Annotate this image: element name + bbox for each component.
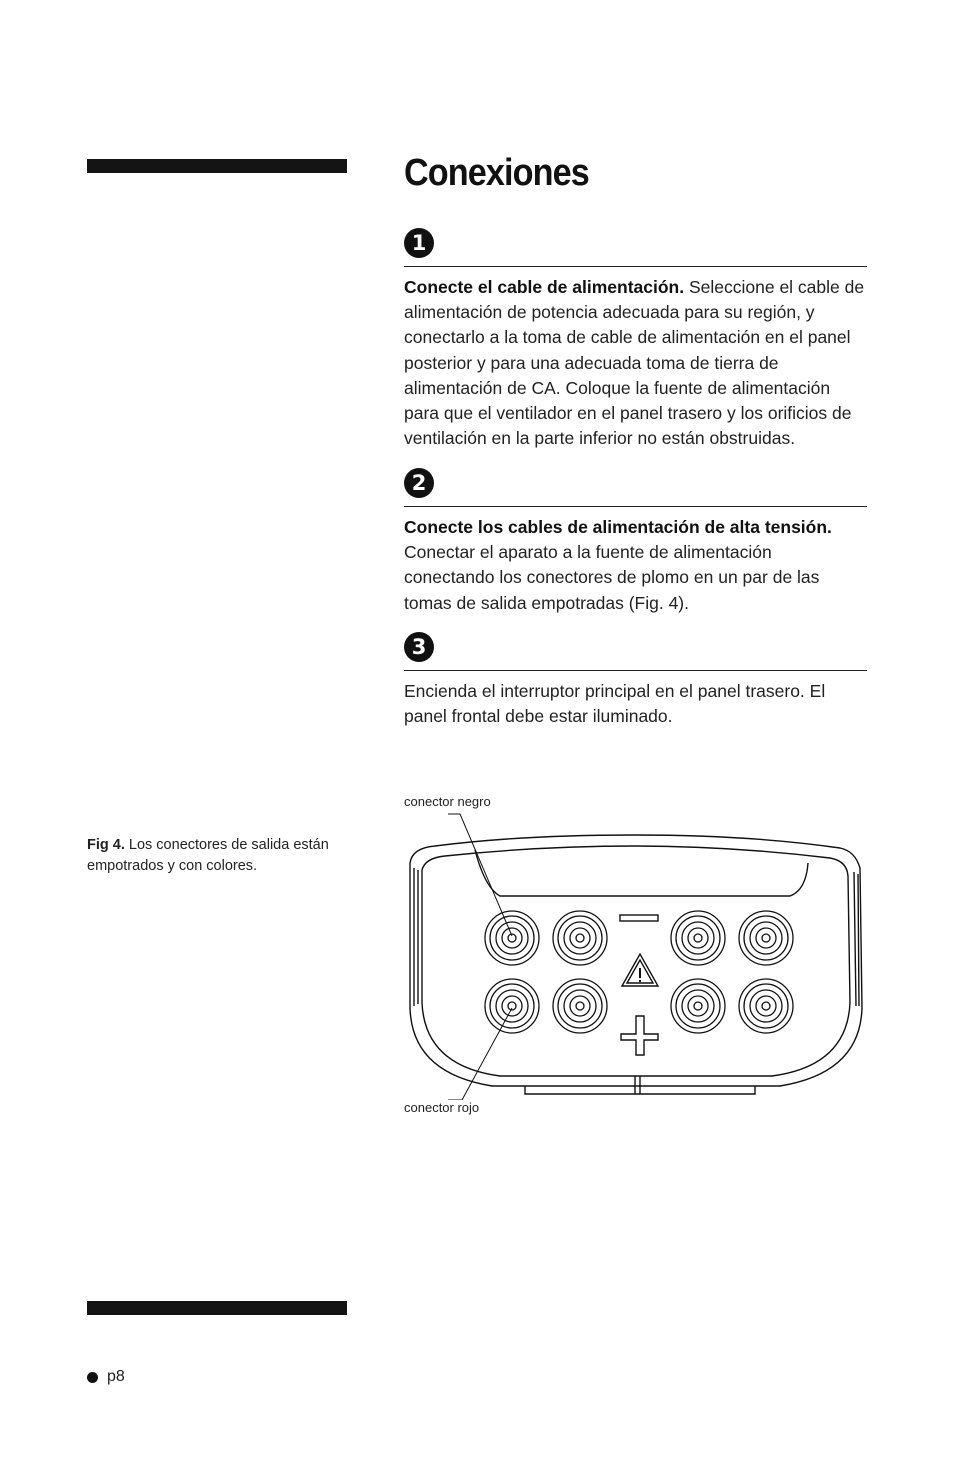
figure-caption [87, 835, 337, 877]
step-number-badge: 1 [404, 228, 434, 258]
step-heading: Conecte el cable de alimentación. [404, 277, 685, 297]
step-body: Encienda el interruptor principal en el panel trasero. El panel frontal debe estar iluminado. [404, 681, 826, 727]
bottom-rule-bar [87, 1301, 347, 1315]
step-1 [404, 228, 867, 451]
step-text [404, 275, 867, 451]
plus-symbol [621, 1016, 658, 1055]
connector-panel-drawing [400, 808, 872, 1100]
socket [553, 979, 607, 1033]
socket [671, 979, 725, 1033]
divider [404, 670, 867, 671]
minus-symbol [620, 915, 658, 921]
socket [485, 979, 539, 1033]
step-3 [404, 632, 867, 729]
page-title: Conexiones [404, 152, 589, 194]
divider [404, 506, 867, 507]
divider [404, 266, 867, 267]
housing-notch [635, 1076, 640, 1094]
step-text [404, 679, 867, 729]
housing-edge-right [854, 872, 859, 1006]
display-window [475, 850, 808, 896]
step-body: Seleccione el cable de alimentación de potencia adecuada para su región, y conectarlo a la toma de cable de alimentación en el panel posterior y para una adecuada toma de tierra de alimentación de CA. Coloque la fuente de alimentación para que el ventilador en el panel trasero y los orificios de ventilación en la parte inferior no están obstruidas. [404, 277, 865, 449]
label-black-connector: conector negro [404, 794, 491, 809]
socket [739, 911, 793, 965]
socket [485, 911, 539, 965]
label-red-connector: conector rojo [404, 1100, 480, 1115]
socket [553, 911, 607, 965]
page-footer [87, 1368, 125, 1386]
step-text [404, 515, 867, 616]
top-rule-bar [87, 159, 347, 173]
page-number: p8 [107, 1368, 125, 1385]
bullet-icon [87, 1372, 98, 1383]
step-2 [404, 468, 867, 616]
figure-caption-text: Los conectores de salida están empotrados y con colores. [87, 837, 329, 874]
socket [671, 911, 725, 965]
step-heading: Conecte los cables de alimentación de alta tensión. [404, 517, 832, 537]
housing-edge-left [414, 868, 418, 1006]
step-body: Conectar el aparato a la fuente de alimentación conectando los conectores de plomo en un par de las tomas de salida empotradas (Fig. 4). [404, 542, 820, 613]
connector-panel-figure [400, 808, 872, 1105]
step-number-badge: 3 [404, 632, 434, 662]
step-number-badge: 2 [404, 468, 434, 498]
socket [739, 979, 793, 1033]
figure-caption-label: Fig 4. [87, 837, 125, 853]
